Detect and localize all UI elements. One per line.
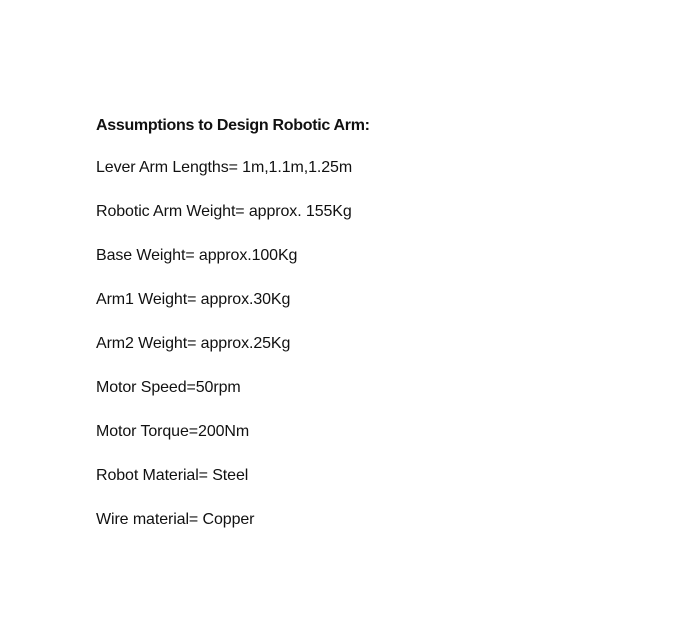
assumptions-list (96, 158, 656, 530)
assumption-robotic-arm-weight: Robotic Arm Weight= approx. 155Kg (96, 203, 352, 220)
assumption-wire-material: Wire material= Copper (96, 511, 255, 528)
assumptions-document (96, 116, 656, 554)
document-heading: Assumptions to Design Robotic Arm: (96, 117, 370, 134)
assumption-robot-material: Robot Material= Steel (96, 467, 249, 484)
assumption-motor-speed: Motor Speed=50rpm (96, 379, 241, 396)
assumption-lever-arm-lengths: Lever Arm Lengths= 1m,1.1m,1.25m (96, 159, 353, 176)
assumption-base-weight: Base Weight= approx.100Kg (96, 247, 298, 264)
assumption-arm2-weight: Arm2 Weight= approx.25Kg (96, 335, 291, 352)
assumption-motor-torque: Motor Torque=200Nm (96, 423, 250, 440)
assumption-arm1-weight: Arm1 Weight= approx.30Kg (96, 291, 291, 308)
